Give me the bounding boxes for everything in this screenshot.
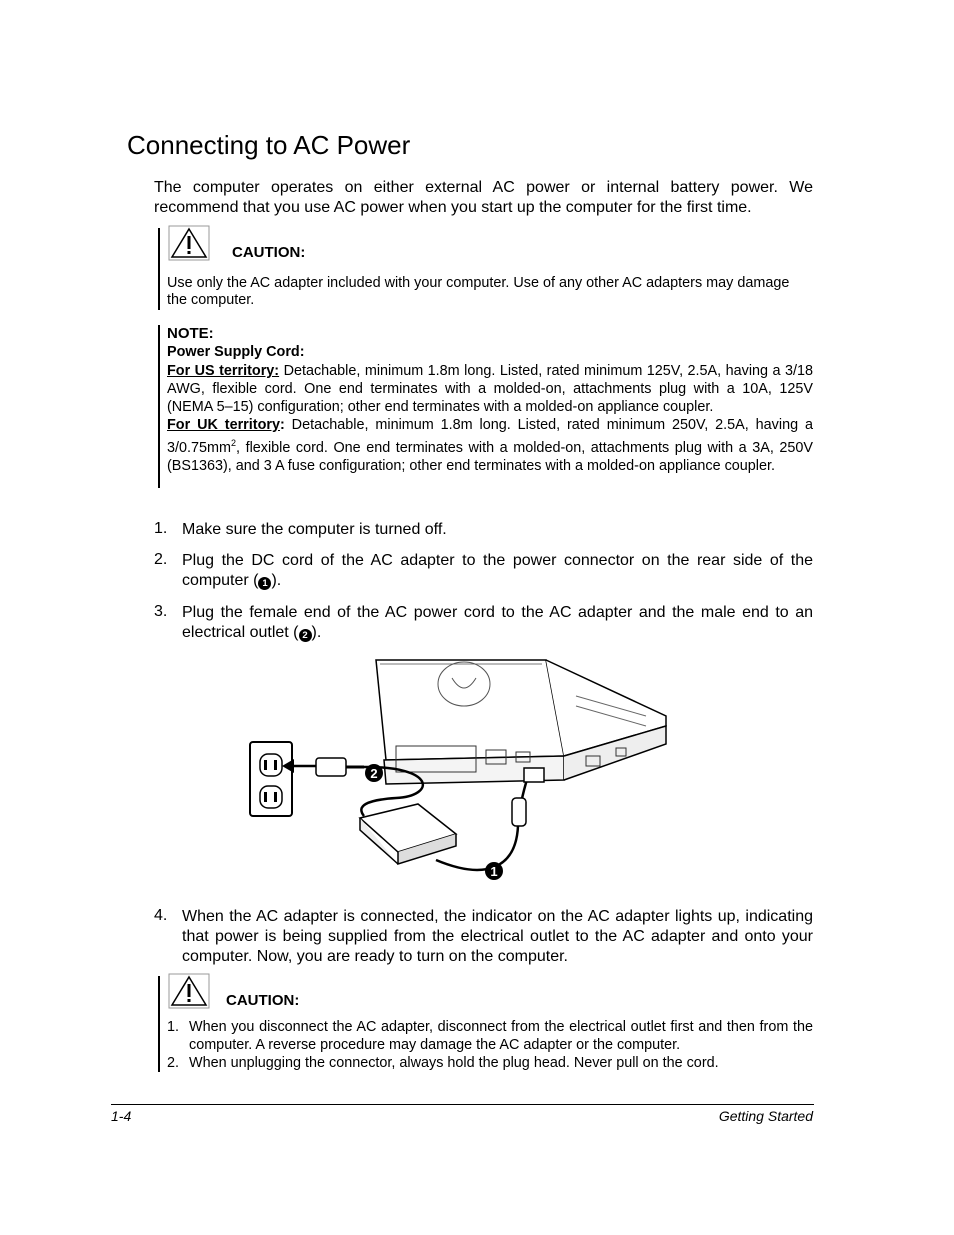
step-number: 2. [154,551,168,568]
uk-territory-label: For UK territory [167,417,280,433]
footer-rule [111,1104,814,1105]
step-number: 1. [154,520,168,537]
caution-text: Use only the AC adapter included with your computer. Use of any other AC adapters may damage the computer. [167,275,790,308]
caution-item-text: When you disconnect the AC adapter, disconnect from the electrical outlet first and then from the computer. A reverse procedure may damage the AC adapter or the computer. [189,1019,813,1053]
section-name: Getting Started [718,1108,813,1124]
step-number: 4. [154,907,168,924]
page-number: 1-4 [111,1108,132,1124]
step-text: Make sure the computer is turned off. [182,521,447,538]
ac-adapter-illustration [246,656,674,888]
step-text-b: ). [271,572,282,589]
step-text [182,603,813,643]
figure-callout-1: 1 [490,864,498,879]
us-territory-label: For US territory: [167,363,280,379]
caution-bar [158,976,160,1072]
caution-bar [158,228,160,310]
uk-territory-colon: : [279,417,285,433]
caution-item-text: When unplugging the connector, always hold the plug head. Never pull on the cord. [189,1055,719,1071]
warning-icon [168,973,210,1009]
figure-callout-2: 2 [370,766,378,781]
step-number: 3. [154,603,168,620]
page-title: Connecting to AC Power [127,130,411,160]
caution-heading: CAUTION: [232,244,306,261]
caution-heading: CAUTION: [226,992,300,1009]
caution-item-number: 2. [167,1055,180,1071]
us-territory-text: Detachable, minimum 1.8m long. Listed, rated minimum 125V, 2.5A, having a 3/18 AWG, flexible cord. One end terminates with a molded-on, attachments plug with a 10A, 125V (NEMA 5–15) configuration; other end terminates with a molded-on appliance coupler. [167,363,813,415]
callout-marker-1: 1 [258,577,271,590]
uk-territory-text-a: Detachable, minimum 1.8m long. Listed, rated minimum 250V, 2.5A, having a 3/0.75mm [167,417,813,456]
step-text-a: Plug the DC cord of the AC adapter to the power connector on the rear side of the computer ( [182,552,813,589]
uk-territory-text-b: , flexible cord. One end terminates with a molded-on, attachments plug with a 3A, 250V (BS1363), and 3 A fuse configuration; other end terminates with a molded-on appliance coupler. [167,439,813,474]
caution-item-number: 1. [167,1019,180,1035]
step-text-a: Plug the female end of the AC power cord to the AC adapter and the male end to an electrical outlet ( [182,604,813,641]
uk-superscript: 2 [231,438,237,448]
intro-paragraph: The computer operates on either external AC power or internal battery power. We recommend that you use AC power when you start up the computer for the first time. [154,179,813,216]
step-text [182,551,813,591]
note-subheading: Power Supply Cord: [167,344,305,360]
note-body [167,362,813,475]
step-text-b: ). [311,624,322,641]
callout-marker-2: 2 [299,629,312,642]
warning-icon [168,225,210,261]
step-text: When the AC adapter is connected, the indicator on the AC adapter lights up, indicating that power is being supplied from the electrical outlet to the AC adapter and onto your computer. Now, you are ready to turn on the computer. [182,908,813,965]
note-bar [158,325,160,488]
note-heading: NOTE: [167,325,214,342]
